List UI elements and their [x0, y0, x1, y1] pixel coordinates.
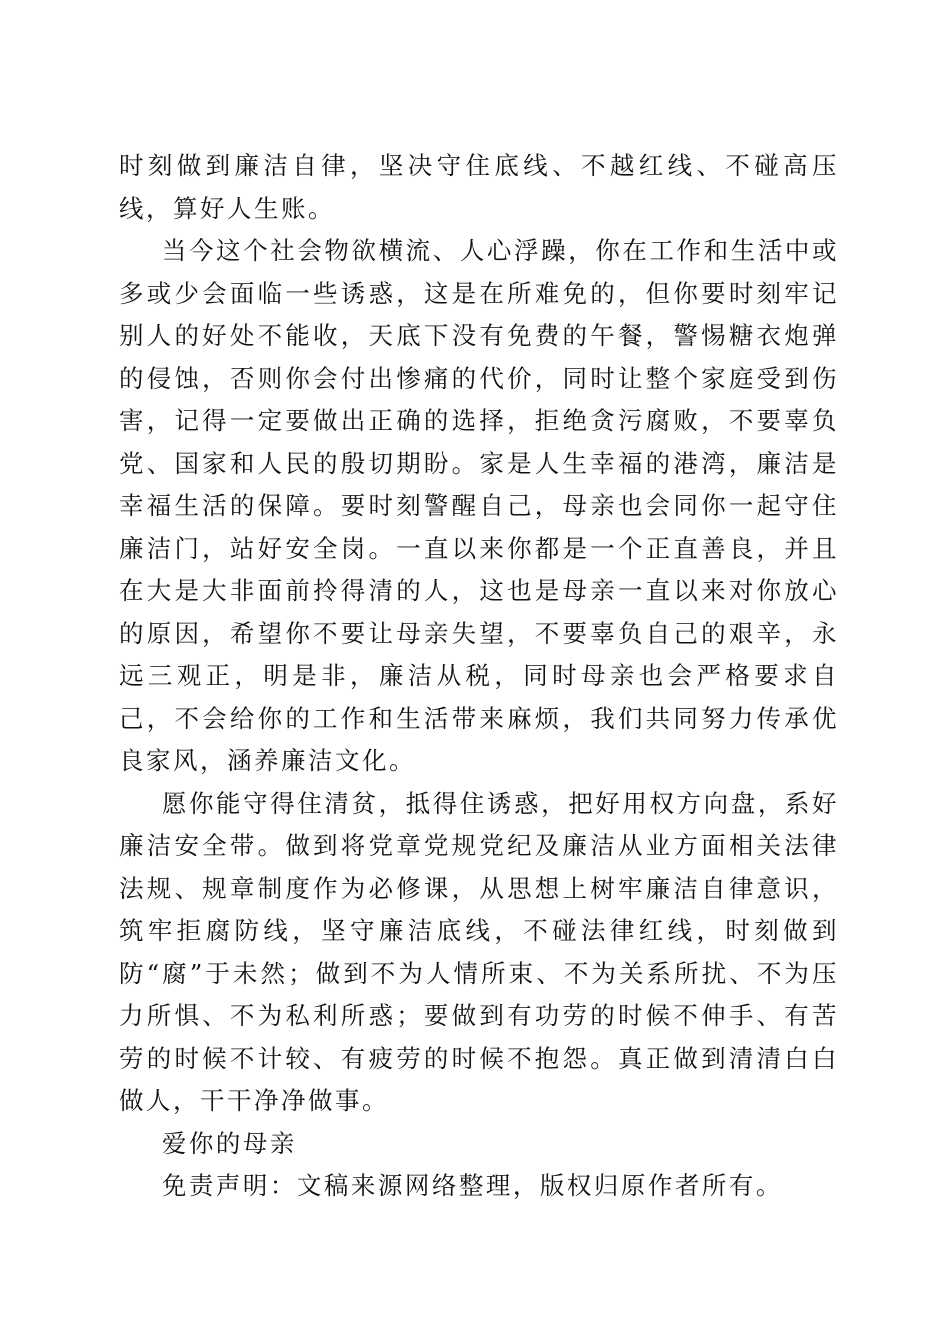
disclaimer-text: 免责声明：文稿来源网络整理，版权归原作者所有。	[161, 1171, 783, 1200]
document-body	[119, 145, 839, 1208]
paragraph-wishes: 愿你能守得住清贫，抵得住诱惑，把好用权方向盘，系好廉洁安全带。做到将党章党规党纪及廉洁从业方面相关法律法规、规章制度作为必修课，从思想上树牢廉洁自律意识，筑牢拒腐防线，坚守廉洁底线，不碰法律红线，时刻做到防“腐”于未然；做到不为人情所束、不为关系所扰、不为压力所惧、不为私利所惑；要做到有功劳的时候不伸手、有苦劳的时候不计较、有疲劳的时候不抱怨。真正做到清清白白做人，干干净净做事。	[119, 788, 839, 1115]
paragraph-continuation: 时刻做到廉洁自律，坚决守住底线、不越红线、不碰高压线，算好人生账。	[119, 151, 839, 223]
paragraph-temptation: 当今这个社会物欲横流、人心浮躁，你在工作和生活中或多或少会面临一些诱惑，这是在所难免的，但你要时刻牢记别人的好处不能收，天底下没有免费的午餐，警惕糖衣炮弹的侵蚀，否则你会付出惨痛的代价，同时让整个家庭受到伤害，记得一定要做出正确的选择，拒绝贪污腐败，不要辜负党、国家和人民的殷切期盼。家是人生幸福的港湾，廉洁是幸福生活的保障。要时刻警醒自己，母亲也会同你一起守住廉洁门，站好安全岗。一直以来你都是一个正直善良，并且在大是大非面前拎得清的人，这也是母亲一直以来对你放心的原因，希望你不要让母亲失望，不要辜负自己的艰辛，永远三观正，明是非，廉洁从税，同时母亲也会严格要求自己，不会给你的工作和生活带来麻烦，我们共同努力传承优良家风，涵养廉洁文化。	[119, 236, 839, 775]
letter-signature: 爱你的母亲	[161, 1128, 297, 1158]
